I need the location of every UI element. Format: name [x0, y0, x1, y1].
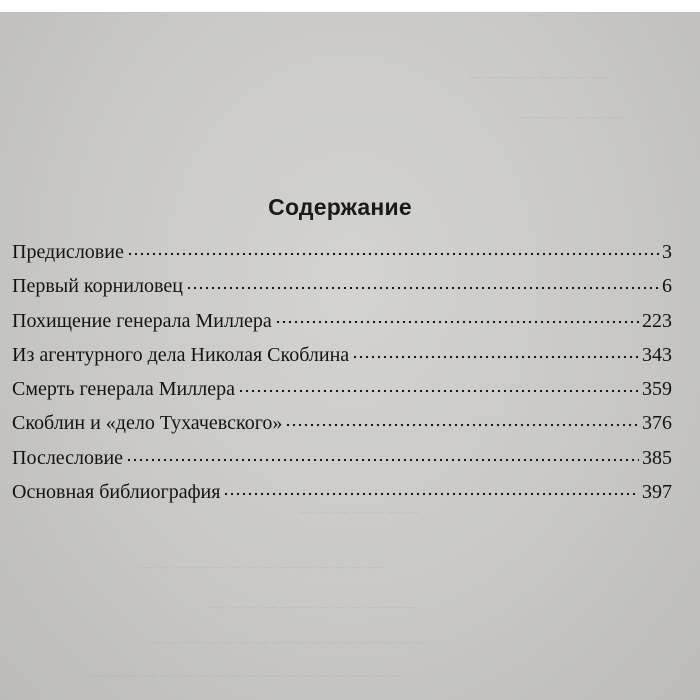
toc-entry [12, 307, 672, 341]
table-of-contents [12, 238, 672, 512]
dot-leader [126, 444, 639, 464]
show-through-text: — — — — — — [520, 110, 622, 125]
toc-entry [12, 341, 672, 375]
dot-leader [275, 307, 639, 327]
dot-leader [238, 375, 639, 395]
dot-leader [127, 238, 659, 258]
toc-entry-title: Смерть генерала Миллера [12, 378, 235, 401]
toc-entry-page: 376 [642, 412, 672, 435]
toc-entry [12, 375, 672, 409]
show-through-text: — — — — — — — — — — — — — — [140, 560, 382, 575]
toc-entry-page: 385 [642, 446, 672, 469]
toc-entry [12, 478, 672, 512]
page-edge-background [0, 0, 700, 12]
toc-entry-title: Скоблин и «дело Тухачевского» [12, 412, 283, 435]
toc-entry-title: Послесловие [12, 446, 124, 469]
dot-leader [186, 272, 659, 292]
toc-entry-title: Предисловие [12, 241, 124, 263]
show-through-text: — — — — — — — — [470, 70, 607, 85]
toc-entry-title: Из агентурного дела Николая Скоблина [12, 343, 350, 366]
show-through-text: — — — — — — — — — — — — — — — — [150, 635, 427, 650]
show-through-text: — — — — — — — — — — — — — — — — — — [90, 668, 402, 683]
dot-leader [285, 409, 639, 429]
toc-entry-title: Основная библиография [12, 481, 221, 504]
toc-entry [12, 238, 672, 272]
toc-entry-title: Похищение генерала Миллера [12, 309, 272, 332]
dot-leader [223, 478, 639, 498]
toc-entry-page: 359 [642, 378, 672, 401]
toc-entry-page: 223 [642, 309, 672, 332]
show-through-text: — — — — — — — [300, 505, 419, 520]
toc-entry-page: 397 [642, 481, 672, 504]
toc-entry-page: 3 [662, 241, 672, 263]
toc-entry [12, 272, 672, 306]
show-through-text: — — — — — — — — — — — — [210, 600, 417, 615]
toc-entry [12, 444, 672, 478]
toc-entry-title: Первый корниловец [12, 275, 183, 298]
toc-entry [12, 409, 672, 443]
dot-leader [352, 341, 639, 361]
toc-heading: Содержание [268, 194, 412, 220]
toc-entry-page: 343 [642, 343, 672, 366]
toc-entry-page: 6 [662, 275, 672, 298]
